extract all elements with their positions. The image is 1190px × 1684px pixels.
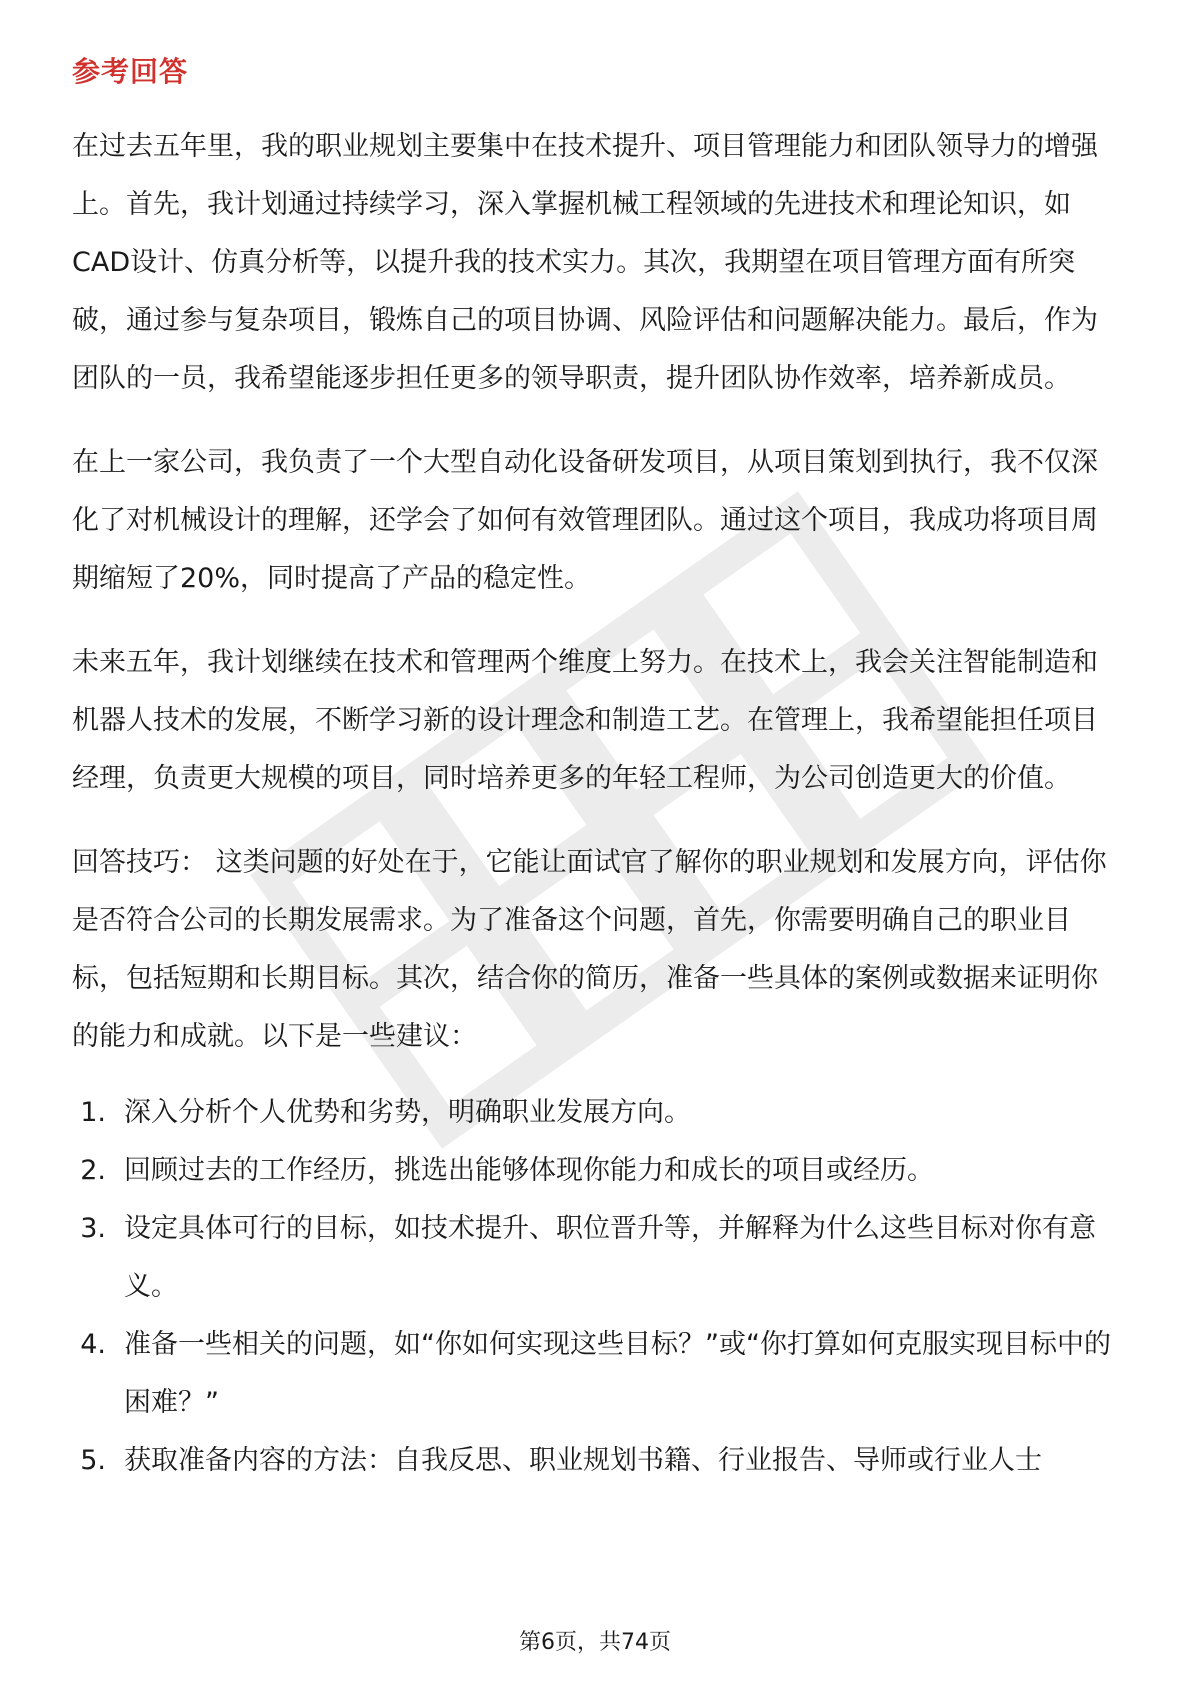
list-item-text: 深入分析个人优势和劣势，明确职业发展方向。 xyxy=(124,1097,691,1128)
list-item-number: 3. xyxy=(80,1213,106,1244)
list-item xyxy=(72,1084,1122,1142)
list-item-text: 获取准备内容的方法：自我反思、职业规划书籍、行业报告、导师或行业人士 xyxy=(124,1445,1042,1476)
answer-paragraph: 未来五年，我计划继续在技术和管理两个维度上努力。在技术上，我会关注智能制造和机器人技术的发展，不断学习新的设计理念和制造工艺。在管理上，我希望能担任项目经理，负责更大规模的项目，同时培养更多的年轻工程师，为公司创造更大的价值。 xyxy=(72,647,1098,794)
list-item xyxy=(72,1142,1122,1200)
list-item-text: 设定具体可行的目标，如技术提升、职位晋升等，并解释为什么这些目标对你有意义。 xyxy=(124,1213,1096,1302)
advice-list xyxy=(72,1084,1122,1490)
list-item xyxy=(72,1200,1122,1316)
list-item-number: 1. xyxy=(80,1097,106,1128)
answer-content xyxy=(72,118,1122,1490)
list-item-number: 4. xyxy=(80,1329,106,1360)
answer-paragraph: 在上一家公司，我负责了一个大型自动化设备研发项目，从项目策划到执行，我不仅深化了对机械设计的理解，还学会了如何有效管理团队。通过这个项目，我成功将项目周期缩短了20%，同时提高了产品的稳定性。 xyxy=(72,447,1098,594)
list-item-number: 2. xyxy=(80,1155,106,1186)
list-item-text: 回顾过去的工作经历，挑选出能够体现你能力和成长的项目或经历。 xyxy=(124,1155,934,1186)
answer-tips: 回答技巧： 这类问题的好处在于，它能让面试官了解你的职业规划和发展方向，评估你是否符合公司的长期发展需求。为了准备这个问题，首先，你需要明确自己的职业目标，包括短期和长期目标。其次，结合你的简历，准备一些具体的案例或数据来证明你的能力和成就。以下是一些建议： xyxy=(72,847,1107,1052)
list-item xyxy=(72,1316,1122,1432)
section-heading: 参考回答 xyxy=(72,55,189,88)
list-item-number: 5. xyxy=(80,1445,106,1476)
page-number: 第6页，共74页 xyxy=(519,1630,671,1655)
list-item xyxy=(72,1432,1122,1490)
answer-paragraph: 在过去五年里，我的职业规划主要集中在技术提升、项目管理能力和团队领导力的增强上。首先，我计划通过持续学习，深入掌握机械工程领域的先进技术和理论知识，如CAD设计、仿真分析等，以提升我的技术实力。其次，我期望在项目管理方面有所突破，通过参与复杂项目，锻炼自己的项目协调、风险评估和问题解决能力。最后，作为团队的一员，我希望能逐步担任更多的领导职责，提升团队协作效率，培养新成员。 xyxy=(72,131,1098,394)
list-item-text: 准备一些相关的问题，如“你如何实现这些目标？”或“你打算如何克服实现目标中的困难？” xyxy=(124,1329,1111,1418)
